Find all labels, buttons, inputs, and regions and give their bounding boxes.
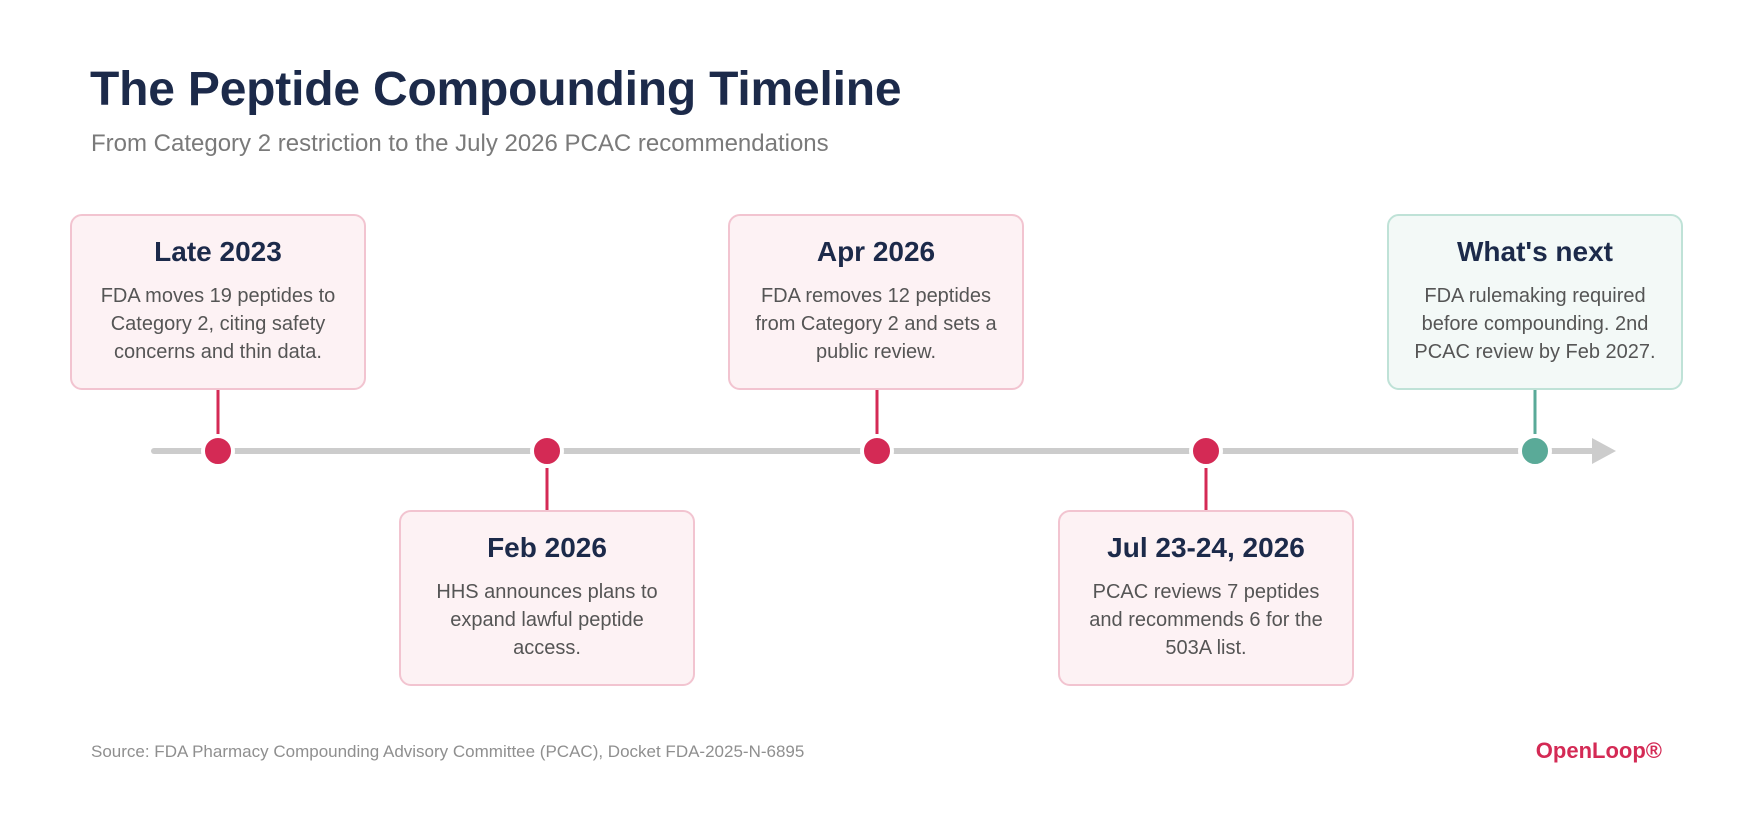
event-date: Jul 23-24, 2026 — [1107, 532, 1305, 563]
source-note: Source: FDA Pharmacy Compounding Advisory Committee (PCAC), Docket FDA-2025-N-6895 — [91, 742, 805, 761]
milestone-dot-feb-2026 — [532, 436, 562, 466]
event-description: HHS announces plans to expand lawful peptide access. — [436, 581, 658, 659]
milestone-dot-apr-2026 — [862, 436, 892, 466]
event-card-apr-2026 — [728, 214, 1024, 390]
event-description: FDA moves 19 peptides to Category 2, citing safety concerns and thin data. — [100, 285, 336, 363]
event-date: What's next — [1456, 236, 1613, 267]
event-card-jul-2026 — [1058, 510, 1354, 686]
event-card-whats-next — [1387, 214, 1683, 390]
event-date: Apr 2026 — [816, 236, 936, 267]
event-date: Late 2023 — [154, 236, 282, 267]
page-title: The Peptide Compounding Timeline — [90, 63, 902, 116]
timeline-arrow-icon — [1592, 438, 1616, 464]
page-subtitle: From Category 2 restriction to the July 2026 PCAC recommendations — [91, 130, 829, 157]
milestone-dot-jul-2026 — [1191, 436, 1221, 466]
event-description: FDA rulemaking required before compounding. 2nd PCAC review by Feb 2027. — [1414, 285, 1656, 363]
event-date: Feb 2026 — [487, 532, 607, 563]
milestone-dot-whats-next — [1520, 436, 1550, 466]
event-card-late-2023 — [70, 214, 366, 390]
event-description: PCAC reviews 7 peptides and recommends 6 for the 503A list. — [1089, 581, 1323, 659]
brand-logo: OpenLoop® — [1535, 738, 1662, 763]
milestone-dot-late-2023 — [203, 436, 233, 466]
event-description: FDA removes 12 peptides from Category 2 and sets a public review. — [755, 285, 997, 363]
event-card-feb-2026 — [399, 510, 695, 686]
